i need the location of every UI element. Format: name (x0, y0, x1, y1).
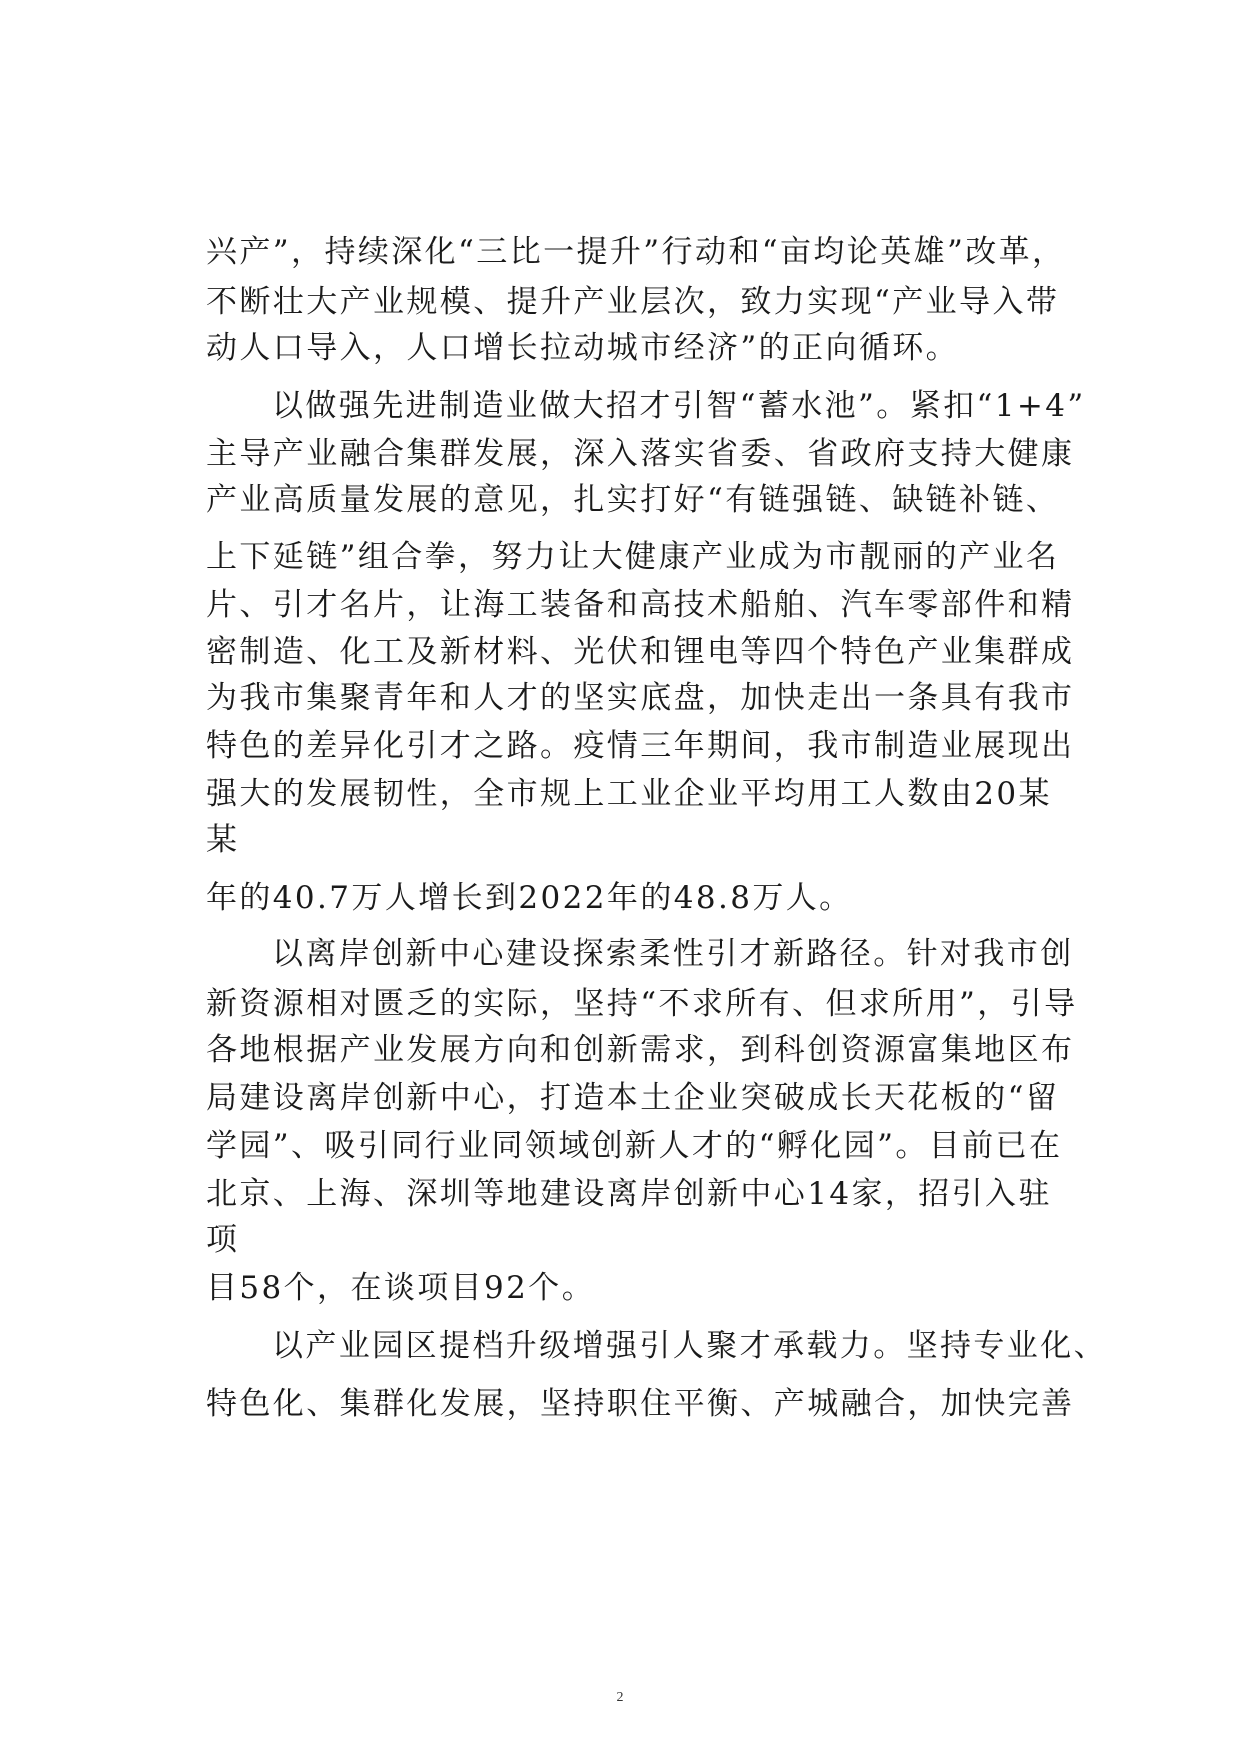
text-line: 为我市集聚青年和人才的坚实底盘，加快走出一条具有我市 (206, 680, 1075, 716)
text-line: 主导产业融合集群发展，深入落实省委、省政府支持大健康 (206, 436, 1075, 472)
text-line: 兴产”，持续深化“三比一提升”行动和“亩均论英雄”改革， (206, 234, 1066, 270)
text-line: 特色的差异化引才之路。疫情三年期间，我市制造业展现出 (206, 728, 1075, 764)
text-line: 新资源相对匮乏的实际，坚持“不求所有、但求所用”，引导 (206, 986, 1078, 1022)
text-line: 北京、上海、深圳等地建设离岸创新中心14家，招引入驻 (206, 1176, 1052, 1212)
text-line: 特色化、集群化发展，坚持职住平衡、产城融合，加快完善 (206, 1386, 1075, 1422)
text-line: 目58个，在谈项目92个。 (206, 1270, 596, 1306)
text-line: 学园”、吸引同行业同领域创新人才的“孵化园”。目前已在 (206, 1128, 1063, 1164)
paragraph-start-line: 以离岸创新中心建设探索柔性引才新路径。针对我市创 (272, 936, 1074, 972)
text-line: 局建设离岸创新中心，打造本土企业突破成长天花板的“留 (206, 1080, 1060, 1116)
text-line: 某 (206, 822, 240, 858)
text-line: 各地根据产业发展方向和创新需求，到科创资源富集地区布 (206, 1032, 1075, 1068)
text-line: 片、引才名片，让海工装备和高技术船舶、汽车零部件和精 (206, 587, 1075, 623)
paragraph-start-line: 以做强先进制造业做大招才引智“蓄水池”。紧扣“1+4” (272, 388, 1086, 424)
paragraph-start-line: 以产业园区提档升级增强引人聚才承载力。坚持专业化、 (272, 1328, 1107, 1364)
text-line: 产业高质量发展的意见，扎实打好“有链强链、缺链补链、 (206, 482, 1060, 518)
text-line: 动人口导入，人口增长拉动城市经济”的正向循环。 (206, 330, 960, 366)
text-line: 不断壮大产业规模、提升产业层次，致力实现“产业导入带 (206, 284, 1060, 320)
text-line: 项 (206, 1222, 240, 1258)
text-line: 上下延链”组合拳，努力让大健康产业成为市靓丽的产业名 (206, 539, 1060, 575)
text-line: 年的40.7万人增长到2022年的48.8万人。 (206, 880, 853, 916)
text-line: 强大的发展韧性，全市规上工业企业平均用工人数由20某 (206, 776, 1052, 812)
text-line: 密制造、化工及新材料、光伏和锂电等四个特色产业集群成 (206, 634, 1075, 670)
page-number: 2 (616, 1690, 624, 1705)
